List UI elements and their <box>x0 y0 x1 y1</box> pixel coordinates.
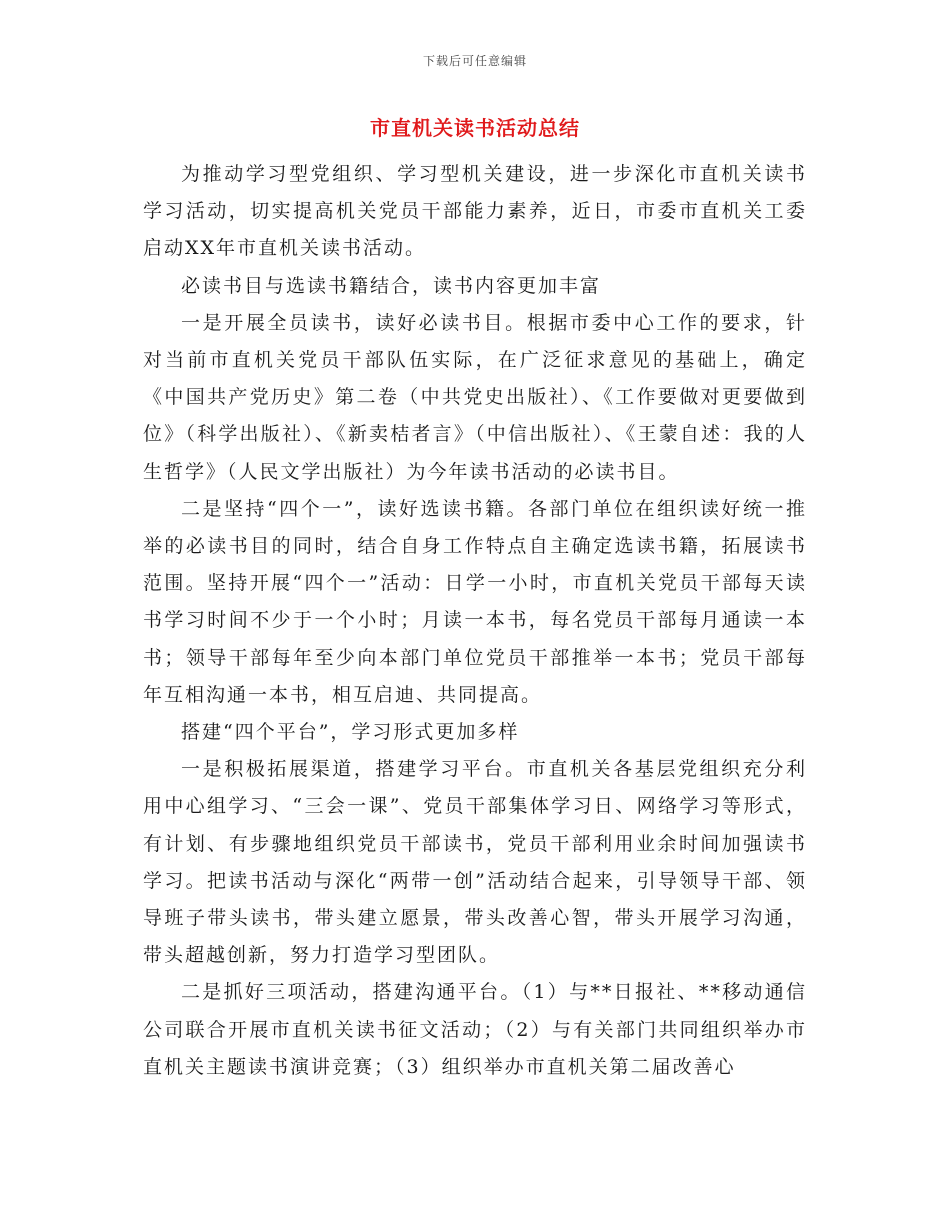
page-header-note: 下载后可任意编辑 <box>422 54 527 68</box>
paragraph-communication-platform: 二是抓好三项活动，搭建沟通平台。（1）与**日报社、**移动通信公司联合开展市直机关读书征文活动；（2）与有关部门共同组织举办市直机关主题读书演讲竞赛；（3）组织举办市直机关第二届改善心 <box>143 981 807 1078</box>
paragraph-learning-platform: 一是积极拓展渠道，搭建学习平台。市直机关各基层党组织充分利用中心组学习、“三会一课”、党员干部集体学习日、网络学习等形式，有计划、有步骤地组织党员干部读书，党员干部利用业余时间加强读书学习。把读书活动与深化“两带一创”活动结合起来，引导领导干部、领导班子带头读书，带头建立愿景，带头改善心智，带头开展学习沟通，带头超越创新，努力打造学习型团队。 <box>143 758 807 967</box>
paragraph-intro: 为推动学习型党组织、学习型机关建设，进一步深化市直机关读书学习活动，切实提高机关党员干部能力素养，近日，市委市直机关工委启动XX年市直机关读书活动。 <box>143 163 807 260</box>
section-heading-reading: 必读书目与选读书籍结合，读书内容更加丰富 <box>181 274 602 297</box>
section-heading-platforms: 搭建“四个平台”，学习形式更加多样 <box>181 721 520 744</box>
document-body <box>143 156 807 1086</box>
paragraph-four-ones: 二是坚持“四个一”，读好选读书籍。各部门单位在组织读好统一推举的必读书目的同时，结合自身工作特点自主确定选读书籍，拓展读书范围。坚持开展“四个一”活动：日学一小时，市直机关党员干部每天读书学习时间不少于一个小时；月读一本书，每名党员干部每月通读一本书；领导干部每年至少向本部门单位党员干部推举一本书；党员干部每年互相沟通一本书，相互启迪、共同提高。 <box>143 497 807 706</box>
document-title: 市直机关读书活动总结 <box>370 116 580 140</box>
paragraph-required-books: 一是开展全员读书，读好必读书目。根据市委中心工作的要求，针对当前市直机关党员干部队伍实际，在广泛征求意见的基础上，确定《中国共产党历史》第二卷（中共党史出版社）、《工作要做对更要做到位》（科学出版社）、《新卖桔者言》（中信出版社）、《王蒙自述：我的人生哲学》（人民文学出版社）为今年读书活动的必读书目。 <box>143 311 807 483</box>
